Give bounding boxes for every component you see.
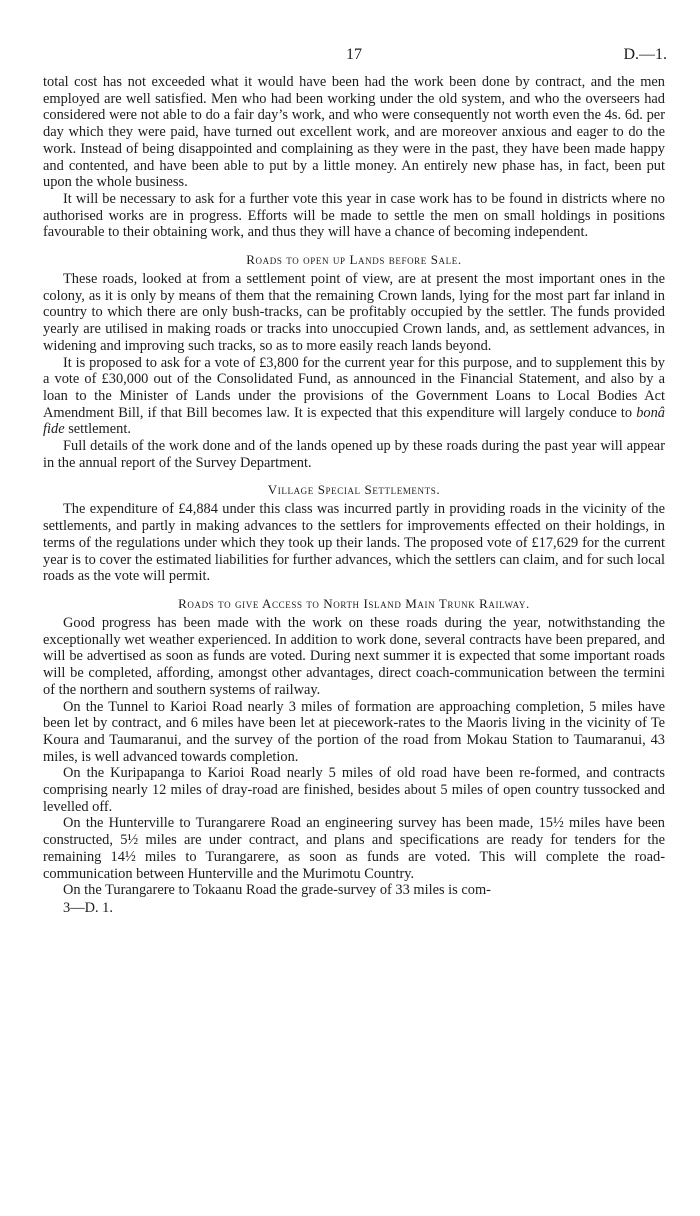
paragraph: On the Hunterville to Turangarere Road an engineering survey has been made, 15½ miles have been constructed, 5½ miles are under contract, and plans and specifications are ready for tenders for the remaining 14½ miles to Turangarere, as soon as funds are voted. This will complete the road-communication between Hunterville and the Murimotu Country. xyxy=(43,815,665,882)
italic-phrase: bonâ fide xyxy=(43,404,665,438)
text-run: settlement. xyxy=(64,421,131,438)
section-heading: Village Special Settlements. xyxy=(267,482,441,498)
document-page xyxy=(43,46,665,917)
paragraph: On the Turangarere to Tokaanu Road the grade-survey of 33 miles is com- xyxy=(63,882,491,899)
paragraph: It will be necessary to ask for a further vote this year in case work has to be found in districts where no authorised works are in progress. Efforts will be made to settle the men on small holdings in positions favourable to their obtaining work, and thus they will have a chance of becoming independent. xyxy=(43,190,665,241)
paragraph: These roads, looked at from a settlement point of view, are at present the most important ones in the colony, as it is only by means of them that the remaining Crown lands, lying for the most part far inland in country to which there are only bush-tracks, can be profitably occupied by the settler. The funds provided yearly are utilised in making roads or tracks into unoccupied Crown lands, and, as settlement advances, in widening and improving such tracks, so as to more easily reach lands beyond. xyxy=(43,271,665,354)
section-heading: Roads to give Access to North Island Main Trunk Railway. xyxy=(178,595,530,611)
paragraph: total cost has not exceeded what it would have been had the work been done by contract, and the men employed are well satisfied. Men who had been working under the old system, and who the overseers had considered were not able to do a fair day’s work, and who were consequently not worth even the 4s. 6d. per day which they were paid, have turned out excellent work, and are moreover anxious and eager to do the work. Instead of being disappointed and complaining as they were in the past, they have been made happy and contented, and have been able to put by a little money. An entirely new phase has, in fact, been put upon the whole business. xyxy=(43,74,665,191)
document-reference: D.—1. xyxy=(623,46,667,63)
section-heading: Roads to open up Lands before Sale. xyxy=(246,252,462,268)
paragraph: On the Tunnel to Karioi Road nearly 3 miles of formation are approaching completion, 5 miles have been let by contract, and 6 miles have been let at piecework-rates to the Maoris living in the vicinity of Te Koura and Taumaranui, and the survey of the portion of the road from Mokau Station to Taumaranui, 43 miles, is well advanced towards completion. xyxy=(43,698,665,765)
signature-mark: 3—D. 1. xyxy=(63,899,113,916)
paragraph: On the Kuripapanga to Karioi Road nearly 5 miles of old road have been re-formed, and contracts comprising nearly 12 miles of dray-road are finished, besides about 5 miles of open country tussocked and levelled off. xyxy=(43,765,665,815)
paragraph: Full details of the work done and of the lands opened up by these roads during the past year will appear in the annual report of the Survey Department. xyxy=(43,438,665,471)
page-number: 17 xyxy=(346,46,362,63)
paragraph: Good progress has been made with the work on these roads during the year, notwithstanding the exceptionally wet weather experienced. In addition to work done, several contracts have been prepared, and will be advertised as soon as funds are voted. During next summer it is expected that some important roads will be completed, affording, amongst other advantages, direct coach-communication between the termini of the northern and southern systems of railway. xyxy=(43,614,665,698)
paragraph: The expenditure of £4,884 under this class was incurred partly in providing roads in the vicinity of the settlements, and partly in making advances to the settlers for improvements effected on their holdings, in terms of the regulations under which they took up their lands. The proposed vote of £17,629 for the current year is to cover the estimated liabilities for further advances, which the settlers can claim, and for such local roads as the vote will permit. xyxy=(43,501,665,585)
page-header xyxy=(43,46,665,74)
paragraph xyxy=(43,355,665,439)
text-run: It is proposed to ask for a vote of £3,800 for the current year for this purpose, and to supplement this by a vote of £30,000 out of the Consolidated Fund, as announced in the Financial Statement, and also by a loan to the Minister of Lands under the provisions of the Government Loans to Local Bodies Act Amendment Bill, if that Bill becomes law. It is expected that this expenditure will largely conduce to xyxy=(43,354,665,421)
